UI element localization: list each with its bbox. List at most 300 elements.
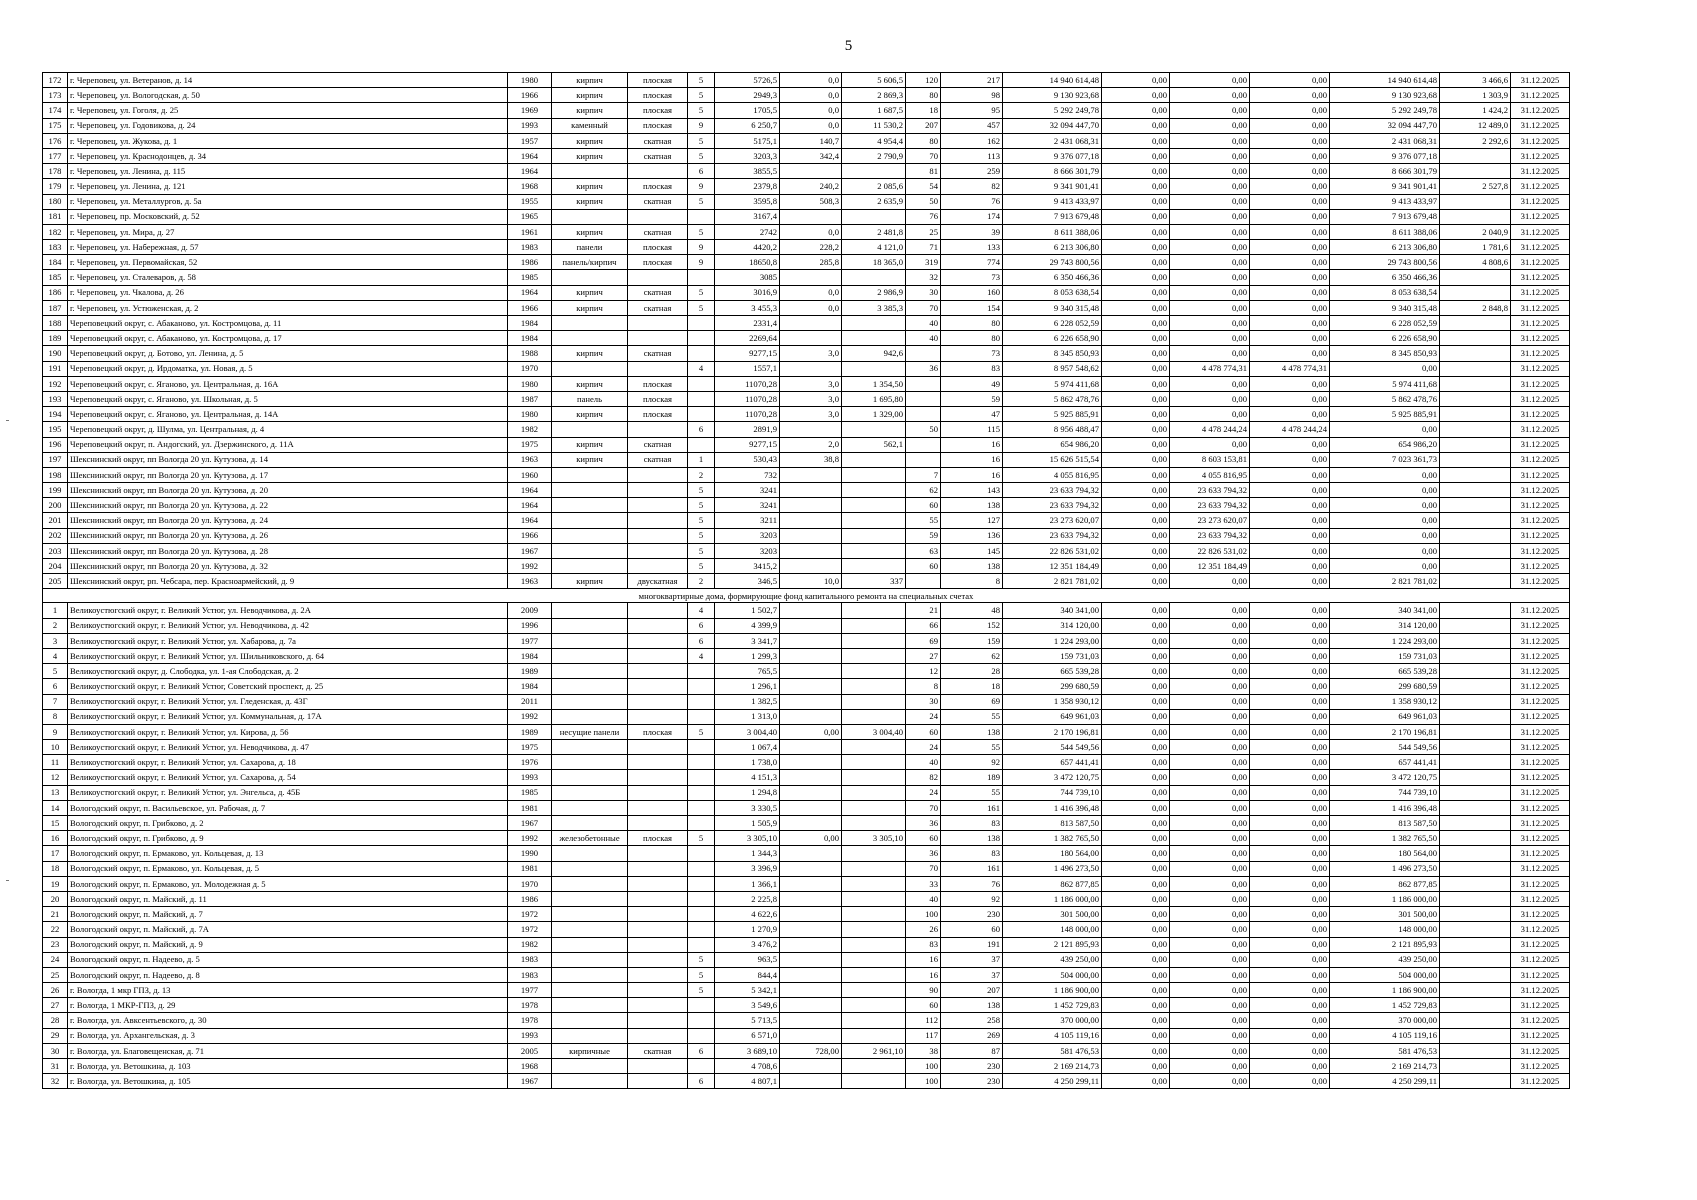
apartments-cell: 24 (906, 785, 941, 800)
year-built-cell: 1993 (508, 1028, 552, 1043)
cost-federal-cell: 0,00 (1102, 88, 1170, 103)
floors-cell: 5 (688, 103, 715, 118)
cost-local-cell: 0,00 (1250, 922, 1330, 937)
table-row (43, 574, 1570, 589)
total-area-cell: 732 (715, 467, 780, 482)
nonresidential-area-cell (780, 498, 842, 513)
roof-type-cell (628, 1059, 688, 1074)
nonresidential-area-cell (780, 1074, 842, 1089)
completion-date-cell: 31.12.2025 (1511, 467, 1570, 482)
cost-federal-cell: 0,00 (1102, 861, 1170, 876)
address-cell: г. Череповец, ул. Набережная, д. 57 (68, 240, 508, 255)
nonresidential-area-cell (780, 800, 842, 815)
apartments-cell: 18 (906, 103, 941, 118)
address-cell: г. Череповец, ул. Ветеранов, д. 14 (68, 73, 508, 88)
year-built-cell: 1963 (508, 452, 552, 467)
address-cell: г. Череповец, ул. Годовикова, д. 24 (68, 118, 508, 133)
specific-cost-cell (1440, 876, 1511, 891)
table-row (43, 179, 1570, 194)
cost-regional-cell: 0,00 (1170, 407, 1250, 422)
cost-owners-cell: 2 170 196,81 (1330, 724, 1440, 739)
roof-type-cell: скатная (628, 300, 688, 315)
row-number-cell: 176 (43, 133, 68, 148)
total-cost-cell: 4 055 816,95 (1003, 467, 1102, 482)
total-area-cell: 963,5 (715, 952, 780, 967)
apartments-cell: 59 (906, 528, 941, 543)
address-cell: г. Череповец, ул. Ленина, д. 121 (68, 179, 508, 194)
residential-area-cell (842, 740, 906, 755)
year-built-cell: 1989 (508, 664, 552, 679)
year-built-cell: 1966 (508, 300, 552, 315)
wall-material-cell: кирпич (552, 437, 628, 452)
wall-material-cell (552, 846, 628, 861)
address-cell: Череповецкий округ, д. Ирдоматка, ул. Новая, д. 5 (68, 361, 508, 376)
residents-cell: 191 (941, 937, 1003, 952)
apartments-cell: 60 (906, 559, 941, 574)
residents-cell: 28 (941, 664, 1003, 679)
floors-cell (688, 270, 715, 285)
row-number-cell: 3 (43, 633, 68, 648)
specific-cost-cell (1440, 709, 1511, 724)
address-cell: Шекснинский округ, пп Вологда 20 ул. Кутузова, д. 14 (68, 452, 508, 467)
nonresidential-area-cell (780, 618, 842, 633)
completion-date-cell: 31.12.2025 (1511, 376, 1570, 391)
cost-regional-cell: 0,00 (1170, 603, 1250, 618)
year-built-cell: 1976 (508, 755, 552, 770)
total-cost-cell: 744 739,10 (1003, 785, 1102, 800)
cost-local-cell: 0,00 (1250, 346, 1330, 361)
residents-cell: 161 (941, 800, 1003, 815)
table-row (43, 559, 1570, 574)
residential-area-cell: 2 481,8 (842, 224, 906, 239)
floors-cell: 5 (688, 513, 715, 528)
year-built-cell: 1965 (508, 209, 552, 224)
cost-regional-cell: 0,00 (1170, 255, 1250, 270)
specific-cost-cell (1440, 331, 1511, 346)
floors-cell (688, 770, 715, 785)
wall-material-cell (552, 633, 628, 648)
apartments-cell: 70 (906, 300, 941, 315)
wall-material-cell (552, 876, 628, 891)
specific-cost-cell (1440, 285, 1511, 300)
roof-type-cell (628, 1074, 688, 1089)
wall-material-cell: кирпич (552, 179, 628, 194)
apartments-cell: 24 (906, 709, 941, 724)
roof-type-cell (628, 483, 688, 498)
cost-federal-cell: 0,00 (1102, 1059, 1170, 1074)
residents-cell: 269 (941, 1028, 1003, 1043)
address-cell: Великоустюгский округ, г. Великий Устюг, ул. Сахарова, д. 18 (68, 755, 508, 770)
floors-cell: 9 (688, 255, 715, 270)
year-built-cell: 1988 (508, 346, 552, 361)
address-cell: Череповецкий округ, д. Ботово, ул. Ленина, д. 5 (68, 346, 508, 361)
roof-type-cell (628, 983, 688, 998)
cost-federal-cell: 0,00 (1102, 528, 1170, 543)
table-row (43, 800, 1570, 815)
residents-cell: 189 (941, 770, 1003, 785)
row-number-cell: 17 (43, 846, 68, 861)
wall-material-cell: панель/кирпич (552, 255, 628, 270)
address-cell: Вологодский округ, п. Майский, д. 11 (68, 891, 508, 906)
row-number-cell: 29 (43, 1028, 68, 1043)
table-row (43, 724, 1570, 739)
residents-cell: 55 (941, 740, 1003, 755)
total-cost-cell: 5 292 249,78 (1003, 103, 1102, 118)
cost-federal-cell: 0,00 (1102, 618, 1170, 633)
residents-cell: 62 (941, 648, 1003, 663)
year-built-cell: 1968 (508, 1059, 552, 1074)
row-number-cell: 202 (43, 528, 68, 543)
cost-regional-cell: 0,00 (1170, 983, 1250, 998)
residents-cell: 73 (941, 270, 1003, 285)
roof-type-cell (628, 422, 688, 437)
nonresidential-area-cell (780, 664, 842, 679)
row-number-cell: 196 (43, 437, 68, 452)
floors-cell (688, 907, 715, 922)
total-area-cell: 2742 (715, 224, 780, 239)
completion-date-cell: 31.12.2025 (1511, 770, 1570, 785)
rows-special-account (43, 603, 1570, 1089)
total-area-cell: 3 305,10 (715, 831, 780, 846)
total-cost-cell: 8 957 548,62 (1003, 361, 1102, 376)
cost-owners-cell: 5 862 478,76 (1330, 391, 1440, 406)
residents-cell: 217 (941, 73, 1003, 88)
nonresidential-area-cell: 0,0 (780, 103, 842, 118)
specific-cost-cell (1440, 513, 1511, 528)
cost-regional-cell: 0,00 (1170, 998, 1250, 1013)
roof-type-cell: плоская (628, 255, 688, 270)
year-built-cell: 1989 (508, 724, 552, 739)
total-area-cell: 844,4 (715, 967, 780, 982)
row-number-cell: 19 (43, 876, 68, 891)
year-built-cell: 1967 (508, 1074, 552, 1089)
residential-area-cell: 2 635,9 (842, 194, 906, 209)
table-row (43, 770, 1570, 785)
total-area-cell: 3016,9 (715, 285, 780, 300)
total-cost-cell: 5 974 411,68 (1003, 376, 1102, 391)
residents-cell: 159 (941, 633, 1003, 648)
table-row (43, 922, 1570, 937)
roof-type-cell: плоская (628, 118, 688, 133)
table-row (43, 831, 1570, 846)
specific-cost-cell: 2 848,8 (1440, 300, 1511, 315)
year-built-cell: 1975 (508, 437, 552, 452)
total-area-cell: 765,5 (715, 664, 780, 679)
residential-area-cell (842, 209, 906, 224)
total-area-cell: 1 296,1 (715, 679, 780, 694)
specific-cost-cell (1440, 164, 1511, 179)
apartments-cell: 207 (906, 118, 941, 133)
cost-local-cell: 0,00 (1250, 164, 1330, 179)
apartments-cell: 112 (906, 1013, 941, 1028)
residents-cell: 98 (941, 88, 1003, 103)
completion-date-cell: 31.12.2025 (1511, 694, 1570, 709)
roof-type-cell: скатная (628, 133, 688, 148)
total-area-cell: 3 549,6 (715, 998, 780, 1013)
total-area-cell: 3203 (715, 543, 780, 558)
total-area-cell: 18650,8 (715, 255, 780, 270)
row-number-cell: 177 (43, 148, 68, 163)
nonresidential-area-cell: 0,0 (780, 224, 842, 239)
specific-cost-cell: 2 527,8 (1440, 179, 1511, 194)
completion-date-cell: 31.12.2025 (1511, 543, 1570, 558)
year-built-cell: 1964 (508, 513, 552, 528)
residents-cell: 59 (941, 391, 1003, 406)
specific-cost-cell: 2 292,6 (1440, 133, 1511, 148)
residential-area-cell (842, 452, 906, 467)
total-area-cell: 1 382,5 (715, 694, 780, 709)
wall-material-cell (552, 967, 628, 982)
cost-owners-cell: 439 250,00 (1330, 952, 1440, 967)
total-area-cell: 1 313,0 (715, 709, 780, 724)
table-row (43, 240, 1570, 255)
roof-type-cell (628, 770, 688, 785)
cost-local-cell: 0,00 (1250, 800, 1330, 815)
cost-owners-cell: 1 416 396,48 (1330, 800, 1440, 815)
total-area-cell: 3 341,7 (715, 633, 780, 648)
row-number-cell: 15 (43, 816, 68, 831)
cost-local-cell: 0,00 (1250, 179, 1330, 194)
nonresidential-area-cell: 38,8 (780, 452, 842, 467)
residential-area-cell: 3 305,10 (842, 831, 906, 846)
address-cell: г. Вологда, ул. Архангельская, д. 3 (68, 1028, 508, 1043)
cost-regional-cell: 0,00 (1170, 1043, 1250, 1058)
address-cell: г. Череповец, пр. Московский, д. 52 (68, 209, 508, 224)
completion-date-cell: 31.12.2025 (1511, 437, 1570, 452)
specific-cost-cell (1440, 1059, 1511, 1074)
year-built-cell: 1964 (508, 148, 552, 163)
cost-local-cell: 0,00 (1250, 255, 1330, 270)
apartments-cell: 32 (906, 270, 941, 285)
cost-federal-cell: 0,00 (1102, 679, 1170, 694)
cost-owners-cell: 5 292 249,78 (1330, 103, 1440, 118)
cost-federal-cell: 0,00 (1102, 498, 1170, 513)
residential-area-cell (842, 361, 906, 376)
cost-federal-cell: 0,00 (1102, 740, 1170, 755)
cost-regional-cell: 0,00 (1170, 800, 1250, 815)
cost-federal-cell: 0,00 (1102, 1013, 1170, 1028)
completion-date-cell: 31.12.2025 (1511, 103, 1570, 118)
total-cost-cell: 654 986,20 (1003, 437, 1102, 452)
floors-cell: 6 (688, 422, 715, 437)
roof-type-cell (628, 755, 688, 770)
floors-cell: 5 (688, 559, 715, 574)
roof-type-cell (628, 513, 688, 528)
cost-regional-cell: 0,00 (1170, 103, 1250, 118)
roof-type-cell (628, 543, 688, 558)
cost-owners-cell: 0,00 (1330, 361, 1440, 376)
roof-type-cell: плоская (628, 391, 688, 406)
floors-cell: 5 (688, 194, 715, 209)
row-number-cell: 194 (43, 407, 68, 422)
floors-cell: 9 (688, 118, 715, 133)
completion-date-cell: 31.12.2025 (1511, 528, 1570, 543)
cost-owners-cell: 32 094 447,70 (1330, 118, 1440, 133)
cost-regional-cell: 0,00 (1170, 574, 1250, 589)
residential-area-cell (842, 648, 906, 663)
table-row (43, 967, 1570, 982)
wall-material-cell (552, 861, 628, 876)
completion-date-cell: 31.12.2025 (1511, 755, 1570, 770)
completion-date-cell: 31.12.2025 (1511, 740, 1570, 755)
address-cell: г. Вологда, 1 мкр ГПЗ, д. 13 (68, 983, 508, 998)
nonresidential-area-cell: 0,0 (780, 300, 842, 315)
cost-federal-cell: 0,00 (1102, 876, 1170, 891)
cost-local-cell: 0,00 (1250, 1013, 1330, 1028)
residential-area-cell: 4 954,4 (842, 133, 906, 148)
completion-date-cell: 31.12.2025 (1511, 603, 1570, 618)
cost-federal-cell: 0,00 (1102, 937, 1170, 952)
total-cost-cell: 9 376 077,18 (1003, 148, 1102, 163)
total-area-cell: 9277,15 (715, 346, 780, 361)
cost-owners-cell: 1 496 273,50 (1330, 861, 1440, 876)
table-row (43, 361, 1570, 376)
residents-cell: 73 (941, 346, 1003, 361)
roof-type-cell: скатная (628, 346, 688, 361)
apartments-cell: 7 (906, 467, 941, 482)
cost-regional-cell: 22 826 531,02 (1170, 543, 1250, 558)
specific-cost-cell (1440, 209, 1511, 224)
residents-cell: 127 (941, 513, 1003, 528)
residents-cell: 115 (941, 422, 1003, 437)
total-area-cell: 1 738,0 (715, 755, 780, 770)
specific-cost-cell (1440, 937, 1511, 952)
total-area-cell: 4 151,3 (715, 770, 780, 785)
cost-owners-cell: 340 341,00 (1330, 603, 1440, 618)
residents-cell: 162 (941, 133, 1003, 148)
wall-material-cell: кирпич (552, 73, 628, 88)
cost-local-cell: 0,00 (1250, 73, 1330, 88)
residents-cell: 457 (941, 118, 1003, 133)
roof-type-cell (628, 1013, 688, 1028)
specific-cost-cell (1440, 543, 1511, 558)
address-cell: Великоустюгский округ, д. Слободка, ул. 1-ая Слободская, д. 2 (68, 664, 508, 679)
roof-type-cell (628, 740, 688, 755)
wall-material-cell (552, 1028, 628, 1043)
row-number-cell: 180 (43, 194, 68, 209)
wall-material-cell (552, 559, 628, 574)
residents-cell: 138 (941, 724, 1003, 739)
roof-type-cell (628, 967, 688, 982)
residential-area-cell (842, 559, 906, 574)
table-row (43, 1043, 1570, 1058)
specific-cost-cell (1440, 770, 1511, 785)
apartments-cell: 90 (906, 983, 941, 998)
nonresidential-area-cell (780, 270, 842, 285)
address-cell: г. Череповец, ул. Металлургов, д. 5а (68, 194, 508, 209)
nonresidential-area-cell (780, 1013, 842, 1028)
table-row (43, 846, 1570, 861)
cost-regional-cell: 0,00 (1170, 876, 1250, 891)
row-number-cell: 183 (43, 240, 68, 255)
cost-federal-cell: 0,00 (1102, 148, 1170, 163)
address-cell: Вологодский округ, п. Надеево, д. 8 (68, 967, 508, 982)
cost-regional-cell: 0,00 (1170, 694, 1250, 709)
roof-type-cell (628, 922, 688, 937)
roof-type-cell (628, 891, 688, 906)
floors-cell (688, 437, 715, 452)
row-number-cell: 30 (43, 1043, 68, 1058)
residents-cell: 259 (941, 164, 1003, 179)
total-cost-cell: 649 961,03 (1003, 709, 1102, 724)
total-area-cell: 3855,5 (715, 164, 780, 179)
completion-date-cell: 31.12.2025 (1511, 922, 1570, 937)
apartments-cell: 21 (906, 603, 941, 618)
table-row (43, 664, 1570, 679)
nonresidential-area-cell (780, 998, 842, 1013)
specific-cost-cell (1440, 648, 1511, 663)
row-number-cell: 195 (43, 422, 68, 437)
roof-type-cell (628, 618, 688, 633)
completion-date-cell: 31.12.2025 (1511, 998, 1570, 1013)
row-number-cell: 203 (43, 543, 68, 558)
year-built-cell: 1978 (508, 1013, 552, 1028)
residents-cell: 154 (941, 300, 1003, 315)
roof-type-cell (628, 209, 688, 224)
row-number-cell: 179 (43, 179, 68, 194)
address-cell: Вологодский округ, п. Майский, д. 7 (68, 907, 508, 922)
nonresidential-area-cell (780, 422, 842, 437)
roof-type-cell: скатная (628, 437, 688, 452)
nonresidential-area-cell (780, 861, 842, 876)
wall-material-cell (552, 1074, 628, 1089)
cost-regional-cell: 0,00 (1170, 148, 1250, 163)
cost-regional-cell: 0,00 (1170, 300, 1250, 315)
floors-cell (688, 785, 715, 800)
cost-local-cell: 0,00 (1250, 270, 1330, 285)
cost-federal-cell: 0,00 (1102, 603, 1170, 618)
year-built-cell: 1987 (508, 391, 552, 406)
cost-federal-cell: 0,00 (1102, 709, 1170, 724)
completion-date-cell: 31.12.2025 (1511, 240, 1570, 255)
total-cost-cell: 862 877,85 (1003, 876, 1102, 891)
cost-federal-cell: 0,00 (1102, 785, 1170, 800)
table-row (43, 983, 1570, 998)
address-cell: Шекснинский округ, рп. Чебсара, пер. Красноармейский, д. 9 (68, 574, 508, 589)
address-cell: Вологодский округ, п. Ермаково, ул. Кольцевая, д. 5 (68, 861, 508, 876)
cost-local-cell: 0,00 (1250, 559, 1330, 574)
row-number-cell: 23 (43, 937, 68, 952)
year-built-cell: 1960 (508, 467, 552, 482)
roof-type-cell (628, 164, 688, 179)
nonresidential-area-cell (780, 559, 842, 574)
specific-cost-cell (1440, 664, 1511, 679)
row-number-cell: 190 (43, 346, 68, 361)
cost-federal-cell: 0,00 (1102, 831, 1170, 846)
floors-cell: 5 (688, 498, 715, 513)
cost-federal-cell: 0,00 (1102, 300, 1170, 315)
residential-area-cell: 2 085,6 (842, 179, 906, 194)
cost-owners-cell: 665 539,28 (1330, 664, 1440, 679)
floors-cell: 9 (688, 179, 715, 194)
cost-regional-cell: 8 603 153,81 (1170, 452, 1250, 467)
floors-cell: 5 (688, 724, 715, 739)
completion-date-cell: 31.12.2025 (1511, 648, 1570, 663)
residents-cell: 207 (941, 983, 1003, 998)
wall-material-cell: кирпич (552, 88, 628, 103)
total-cost-cell: 6 350 466,36 (1003, 270, 1102, 285)
year-built-cell: 1980 (508, 407, 552, 422)
apartments-cell: 54 (906, 179, 941, 194)
year-built-cell: 1996 (508, 618, 552, 633)
total-area-cell: 2379,8 (715, 179, 780, 194)
table-row (43, 300, 1570, 315)
roof-type-cell (628, 528, 688, 543)
wall-material-cell (552, 664, 628, 679)
roof-type-cell: плоская (628, 376, 688, 391)
table-row (43, 861, 1570, 876)
completion-date-cell: 31.12.2025 (1511, 861, 1570, 876)
